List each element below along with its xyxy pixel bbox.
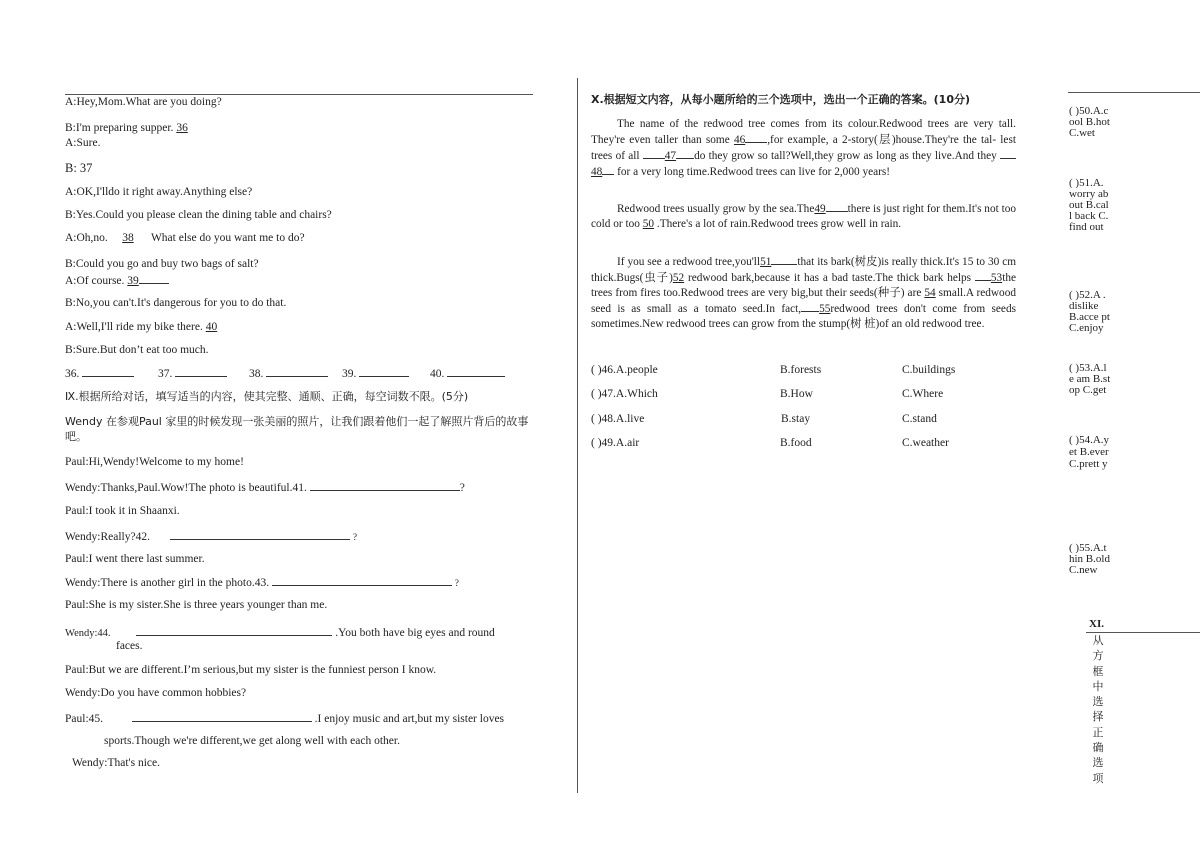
option-47-c: C.Where [902,388,944,400]
answer-blank[interactable] [82,366,134,377]
question-54: ( )54.A.y et B.ever C.prett y [1069,434,1110,470]
conv-line-11 [65,711,504,725]
option-48-b: B.stay [781,413,811,425]
qmark: ? [352,532,357,542]
answer-38 [249,366,328,380]
blank-46: 46 [733,134,746,146]
question-49: ( )49.A.air [591,437,640,449]
answer-blank-41[interactable] [310,480,460,491]
dialog-line-7 [65,232,305,244]
section-11-title: 从方框中选择正确选项 [1092,634,1104,785]
question-46: ( )46.A.people [591,364,658,376]
blank-52: 52 [672,272,685,284]
conv-line-1: Paul:Hi,Wendy!Welcome to my home! [65,456,244,468]
answer-blank-45[interactable] [132,711,312,722]
qmark: ? [459,482,465,494]
blank-54: 54 [924,287,936,299]
dialog-line-3: A:Sure. [65,137,101,149]
answer-num: 37. [158,368,173,380]
answer-num: 38. [249,368,264,380]
section-9-intro: Wendy 在参观Paul 家里的时候发现一张美丽的照片，让我们跟着他们一起了解照片背后的故事吧。 [65,415,529,443]
option-47-b: B.How [780,388,813,400]
blank-47: 47 [664,150,677,162]
blank-39: 39 [127,275,139,287]
para-text: ,for example, a 2-story(层)house.They're the tal- lest trees of all [591,134,1016,162]
column-divider [577,78,578,793]
question-48: ( )48.A.live [591,413,645,425]
para-text: there is just right for them.It's not too cold or too [591,203,1017,230]
answer-blank-42[interactable] [170,529,350,540]
para-text: do they grow so tall?Well,they grow as long as they live.And they [694,150,1001,162]
blank-line [801,301,819,312]
dialog-line-9 [65,273,169,287]
blank-53: 53 [990,272,1003,284]
dialog-line-4: B: 37 [65,161,93,175]
dialog-line-6: B:Yes.Could you please clean the dining table and chairs? [65,209,332,221]
para-text: Redwood trees usually grow by the sea.The [617,203,815,215]
conv-text: Wendy:44. [65,628,111,639]
dialog-line-1: A:Hey,Mom.What are you doing? [65,96,222,108]
conv-line-7: Paul:She is my sister.She is three years younger than me. [65,599,328,611]
blank-line [139,273,169,284]
answer-36 [65,366,134,380]
conv-line-3: Paul:I took it in Shaanxi. [65,505,180,517]
answer-40 [430,366,505,380]
dialog-line-12: B:Sure.But don’t eat too much. [65,344,209,356]
blank-line [1000,148,1016,159]
section-10-title: Ⅹ.根据短文内容，从每小题所给的三个选项中，选出一个正确的答案。(10分) [591,93,971,106]
conv-line-6 [65,575,459,589]
conv-line-2 [65,480,465,494]
conv-line-5: Paul:I went there last summer. [65,553,205,565]
answer-39 [342,366,409,380]
dialog-line-8: B:Could you go and buy two bags of salt? [65,258,259,270]
top-rule-left [65,94,533,95]
blank-49: 49 [814,203,826,215]
answer-blank-44[interactable] [136,625,332,636]
conv-line-4 [65,529,357,543]
conv-line-8 [65,625,495,639]
blank-38: 38 [122,232,134,244]
para-text: If you see a redwood tree,you'll [617,256,761,268]
passage-paragraph-3 [591,254,1016,332]
question-51: ( )51.A. worry about B.call back C.find out [1069,177,1109,233]
conv-line-12: Wendy:That's nice. [72,757,161,769]
answer-37 [158,366,227,380]
conv-line-9: Paul:But we are different.I’m serious,but my sister is the funniest person I know. [65,664,437,676]
dialog-line-2 [65,122,188,134]
answer-num: 36. [65,368,80,380]
dialog-text: A:Well,I'll ride my bike there. [65,321,203,333]
para-text: .There's a lot of rain.Redwood trees grow well in rain. [654,218,902,230]
conv-text: .You both have big eyes and round [335,627,495,639]
para-text: redwood bark,because it has a bad taste.The thick bark helps [684,272,975,284]
option-49-c: C.weather [902,437,949,449]
answer-blank[interactable] [359,366,409,377]
dialog-text: What else do you want me to do? [150,232,305,244]
conv-text: .I enjoy music and art,but my sister loves [314,713,505,725]
para-text: small.A redwood seed is as small as a tomato seed.In fact, [591,287,1016,315]
conv-text: Wendy:There is another girl in the photo.43. [65,577,270,589]
dialog-text: B:I'm preparing supper. [65,122,174,134]
top-rule-right [1068,92,1200,93]
option-46-c: C.buildings [902,364,956,376]
conv-text: Paul:45. [65,713,104,725]
para-text: The name of the redwood tree comes from its colour.Redwood trees are very tall. They're even taller than some [591,118,1016,146]
para-text: redwood trees don't come from seeds sometimes.New redwood trees can grow from the stump(树 桩)of an old redwood tree. [591,303,1016,330]
answer-blank-43[interactable] [272,575,452,586]
dialog-line-11 [65,321,217,333]
answer-blank[interactable] [447,366,505,377]
dialog-line-10: B:No,you can't.It's dangerous for you to do that. [65,297,287,309]
answer-blank[interactable] [175,366,227,377]
question-50: ( )50.A.c ool B.hot C.wet [1069,105,1110,139]
question-53: ( )53.A.le am B.stop C.get [1069,362,1111,396]
blank-line [771,254,797,265]
blank-48: 48 [591,166,603,178]
passage-paragraph-1 [591,117,1016,180]
conv-line-8b: faces. [116,640,143,652]
blank-36: 36 [176,122,188,134]
qmark: ? [454,578,459,588]
dialog-text: A:Of course. [65,275,125,287]
answer-blank[interactable] [266,366,328,377]
dialog-line-5: A:OK,I'lldo it right away.Anything else? [65,186,253,198]
dialog-text: A:Oh,no. [65,232,108,244]
blank-line [643,148,665,159]
blank-51: 51 [760,256,772,268]
section-11-number: XI. [1089,618,1104,630]
option-48-c: C.stand [902,413,937,425]
blank-line [602,164,614,175]
answer-num: 40. [430,368,445,380]
para-text: the trees from fires too.Redwood trees are very big,but their seeds(种子) are [591,272,1017,299]
blank-line [826,201,848,212]
blank-40: 40 [205,321,218,333]
blank-line [676,148,694,159]
section-9-title: Ⅸ.根据所给对话，填写适当的内容，使其完整、通顺、正确，每空词数不限。(5分) [65,390,469,403]
blank-line [745,132,767,143]
para-text: for a very long time.Redwood trees can live for 2,000 years! [614,166,891,178]
conv-text: Wendy:Really?42. [65,531,150,543]
option-46-b: B.forests [780,364,822,376]
question-47: ( )47.A.Which [591,388,658,400]
question-55: ( )55.A.t hin B.old C.new [1069,542,1110,576]
blank-line [975,270,991,281]
passage-paragraph-2 [591,201,1016,232]
para-text: that its bark(树皮)is really thick.It's 15 to 30 cm thick.Bugs(虫子) [591,256,1016,284]
blank-50: 50 [642,218,655,230]
option-49-b: B.food [780,437,812,449]
blank-55: 55 [819,303,831,315]
question-52: ( )52.A .dislike B.acce pt C.enjoy [1069,289,1110,334]
conv-line-11b: sports.Though we're different,we get along well with each other. [104,735,400,747]
conv-line-10: Wendy:Do you have common hobbies? [65,687,247,699]
answer-num: 39. [342,368,357,380]
conv-text: Wendy:Thanks,Paul.Wow!The photo is beautiful.41. [65,482,307,494]
